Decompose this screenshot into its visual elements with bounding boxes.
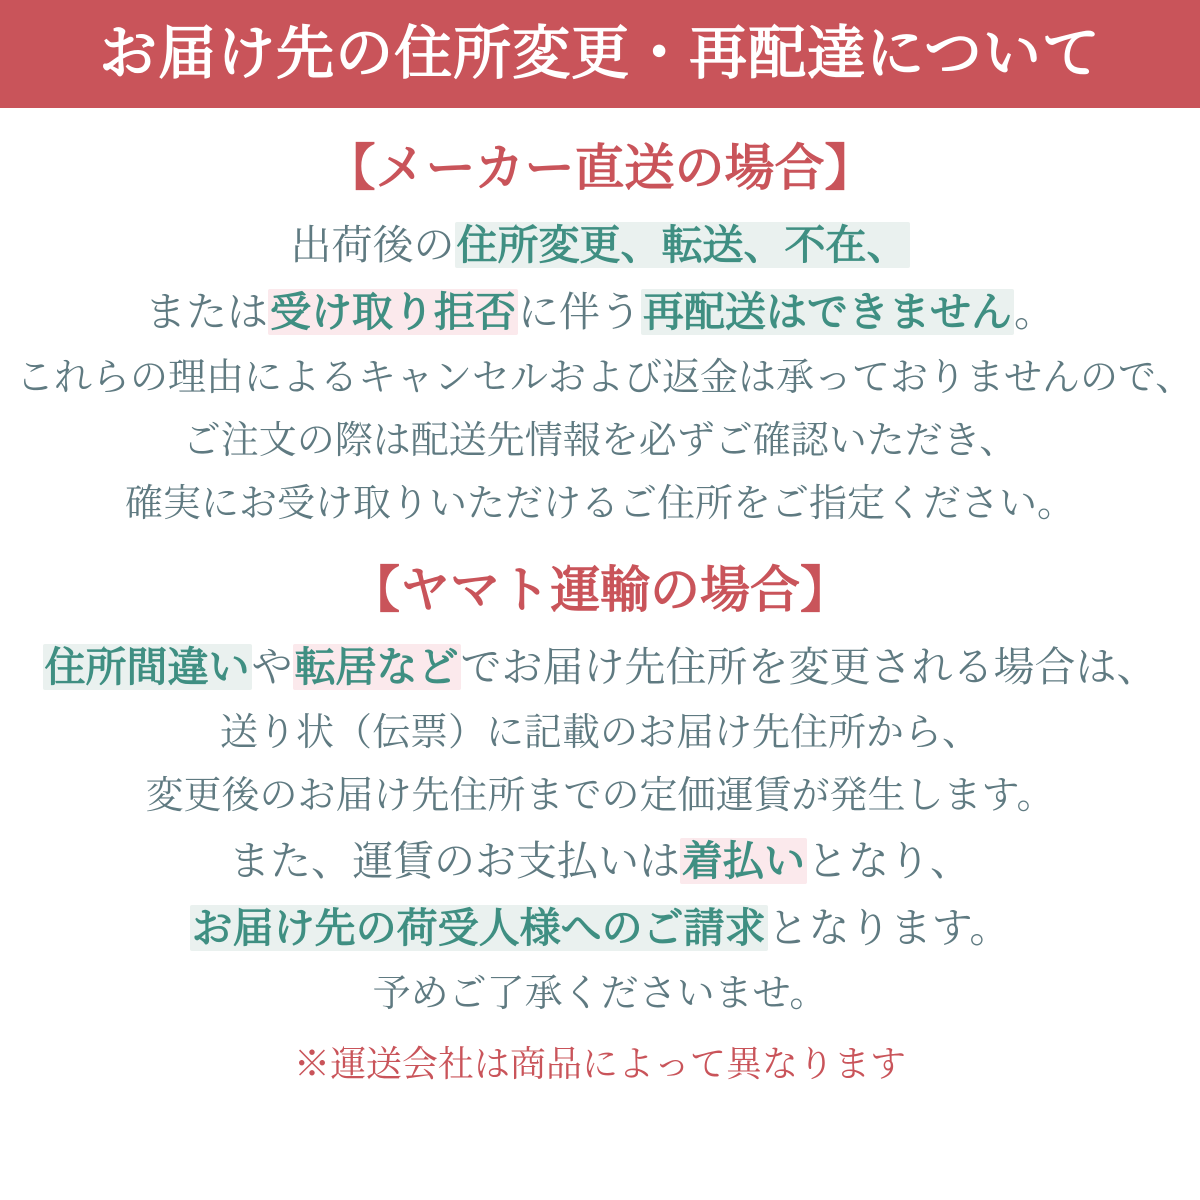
section-heading-yamato: 【ヤマト運輸の場合】 xyxy=(350,562,850,619)
highlighted-text-segment: 転居など xyxy=(294,644,459,691)
page-title: お届け先の住所変更・再配達について xyxy=(99,21,1101,86)
maker-line-5 xyxy=(16,477,1184,532)
yamato-line-1 xyxy=(16,638,1184,697)
maker-line-4 xyxy=(16,414,1184,469)
text-segment: となり、 xyxy=(807,837,971,884)
footer-note: ※運送会社は商品によって異なります xyxy=(293,1042,906,1084)
text-segment: となります。 xyxy=(767,905,1011,952)
highlighted-text-segment: 住所変更、転送、不在、 xyxy=(456,222,908,268)
text-segment: 。 xyxy=(1014,289,1055,336)
notice-body xyxy=(0,138,1200,1087)
highlighted-text-segment: 再配送はできません xyxy=(643,289,1012,336)
text-segment: 確実にお受け取りいただけるご住所をご指定ください。 xyxy=(124,483,1075,526)
yamato-line-4 xyxy=(16,832,1184,891)
text-segment: 変更後のお届け先住所までの定価運賃が発生します。 xyxy=(145,774,1055,817)
text-segment: これらの理由によるキャンセルおよび返金は承っておりませんので、 xyxy=(16,356,1194,399)
text-segment: または xyxy=(145,289,268,336)
maker-line-1 xyxy=(16,216,1184,275)
text-segment: 出荷後の xyxy=(290,222,455,268)
highlighted-text-segment: 着払い xyxy=(682,837,805,884)
text-segment: 予めご了承くださいませ。 xyxy=(372,972,828,1015)
text-segment: 送り状（伝票）に記載のお届け先住所から、 xyxy=(219,711,980,754)
maker-line-3 xyxy=(16,351,1194,406)
text-segment: また、運賃のお支払いは xyxy=(229,837,680,884)
text-segment: に伴う xyxy=(518,289,641,336)
yamato-line-2 xyxy=(16,706,1184,761)
text-segment: ご注文の際は配送先情報を必ずご確認いただき、 xyxy=(182,419,1018,462)
text-segment: や xyxy=(251,644,293,691)
yamato-line-5 xyxy=(16,899,1184,958)
text-segment: でお届け先住所を変更される場合は、 xyxy=(460,644,1158,691)
yamato-line-3 xyxy=(16,769,1184,824)
highlighted-text-segment: お届け先の荷受人様へのご請求 xyxy=(191,905,766,952)
highlighted-text-segment: 住所間違い xyxy=(44,644,250,691)
header-banner xyxy=(0,0,1200,108)
yamato-line-6 xyxy=(16,967,1184,1022)
section-heading-maker: 【メーカー直送の場合】 xyxy=(325,140,875,196)
highlighted-text-segment: 受け取り拒否 xyxy=(270,289,516,336)
maker-line-2 xyxy=(16,283,1184,342)
